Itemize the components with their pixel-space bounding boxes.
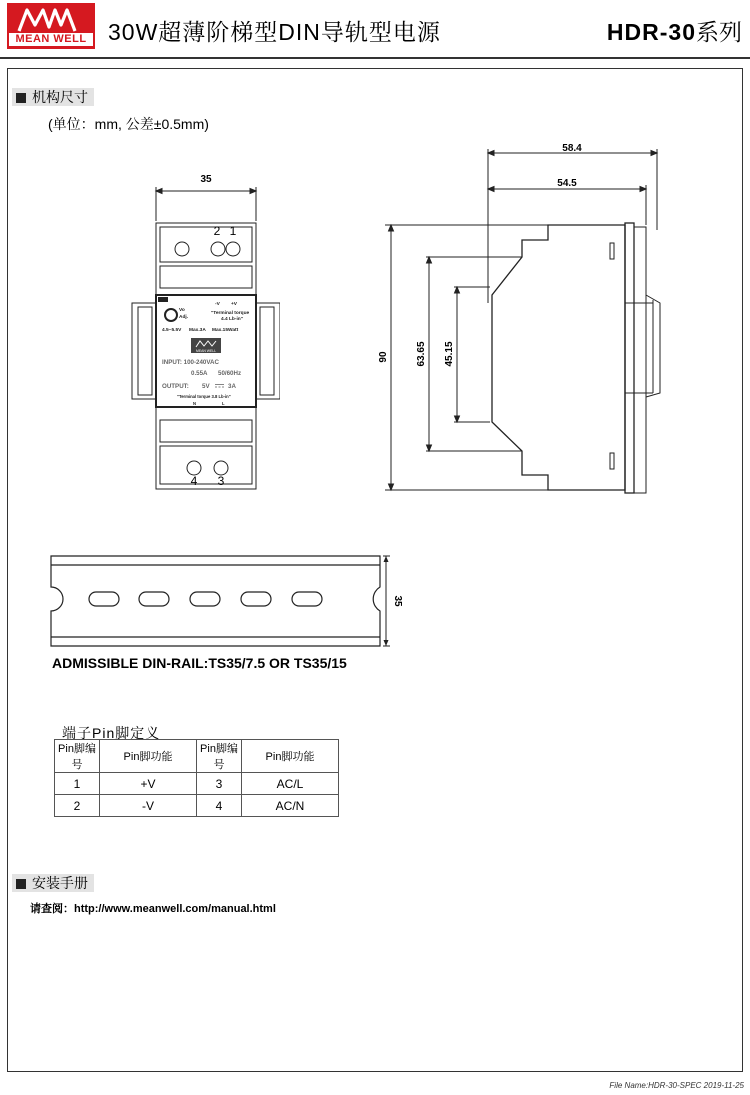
label-torque-bottom: "Terminal torque 3.8 Lb-in" [177,394,231,399]
side-view-drawing [370,135,670,515]
pin-cell: 4 [197,795,242,817]
header-rule [0,57,750,59]
din-rail-drawing [45,550,405,655]
mechanical-section-heading [12,88,94,106]
side-dim-58-4: 58.4 [562,143,582,154]
din-rail-caption: ADMISSIBLE DIN-RAIL:TS35/7.5 OR TS35/15 [52,655,347,671]
label-torque-top-1: "Terminal torque [211,311,250,316]
manual-link-text: 请查阅：http://www.meanwell.com/manual.html [30,903,276,915]
label-output: OUTPUT: [162,383,189,390]
pin-cell: 1 [55,773,100,795]
square-bullet-icon [16,93,26,103]
pin-label-3: 3 [217,474,225,488]
pin-header-number-2: Pin脚编号 [197,740,242,773]
pin-label-2: 2 [213,224,221,238]
pin-header-function-2: Pin脚功能 [242,740,339,773]
series-suffix: 系列 [696,19,742,45]
pin-table-header-row [55,740,339,773]
series-model: HDR-30 [606,19,696,45]
label-plus-v: +V [231,302,238,307]
pin-cell: -V [100,795,197,817]
rail-height-dim: 35 [392,595,403,607]
mechanical-section-title: 机构尺寸 [32,89,88,105]
pin-header-number-1: Pin脚编号 [55,740,100,773]
front-width-dim: 35 [200,174,212,185]
pin-header-function-1: Pin脚功能 [100,740,197,773]
footer-file-info: File Name:HDR-30-SPEC 2019-11-25 [609,1081,744,1090]
series-title [607,14,742,47]
pin-cell: AC/N [242,795,339,817]
installation-section-heading [12,874,94,892]
side-dim-63-65: 63.65 [416,341,427,367]
pin-cell: 3 [197,773,242,795]
label-minus-v: -V [215,302,220,307]
mini-logo-text: MEAN WELL [196,349,216,353]
logo-brand-text: MEAN WELL [9,33,93,46]
label-l: L [222,401,225,406]
label-max-current: Max.3A [189,328,206,333]
pin-label-1: 1 [229,224,237,238]
front-view-drawing [120,165,280,505]
label-n: N [193,401,197,406]
table-row [55,773,339,795]
pin-cell: +V [100,773,197,795]
pin-cell: AC/L [242,773,339,795]
pin-cell: 2 [55,795,100,817]
pin-definition-caption: 端子Pin脚定义 [62,725,161,741]
mw-logo-mark-icon [9,5,93,35]
side-dim-90: 90 [378,351,389,363]
installation-section-title: 安装手册 [32,875,88,891]
side-dim-45-15: 45.15 [444,341,455,367]
label-input: INPUT: 100-240VAC [162,359,219,366]
document-title: 30W超薄阶梯型DIN导轨型电源 [108,19,441,45]
label-input-current: 0.55A [191,370,208,377]
units-note: (单位：mm, 公差±0.5mm) [48,116,209,132]
label-adj: Adj. [179,315,189,320]
table-row [55,795,339,817]
label-vo: Vo [179,308,185,313]
label-output-current: 3A [228,383,236,390]
pin-table [54,739,339,817]
label-input-freq: 50/60Hz [218,370,242,377]
pin-label-4: 4 [190,474,198,488]
label-adj-range: 4.5~5.5V [162,328,182,333]
label-max-power: Max.15Watt [212,328,239,333]
mean-well-logo [7,3,95,49]
label-torque-top-2: 4.4 Lb-in" [221,317,243,322]
side-dim-54-5: 54.5 [557,178,577,189]
square-bullet-icon [16,879,26,889]
label-output-voltage: 5V [202,383,210,390]
